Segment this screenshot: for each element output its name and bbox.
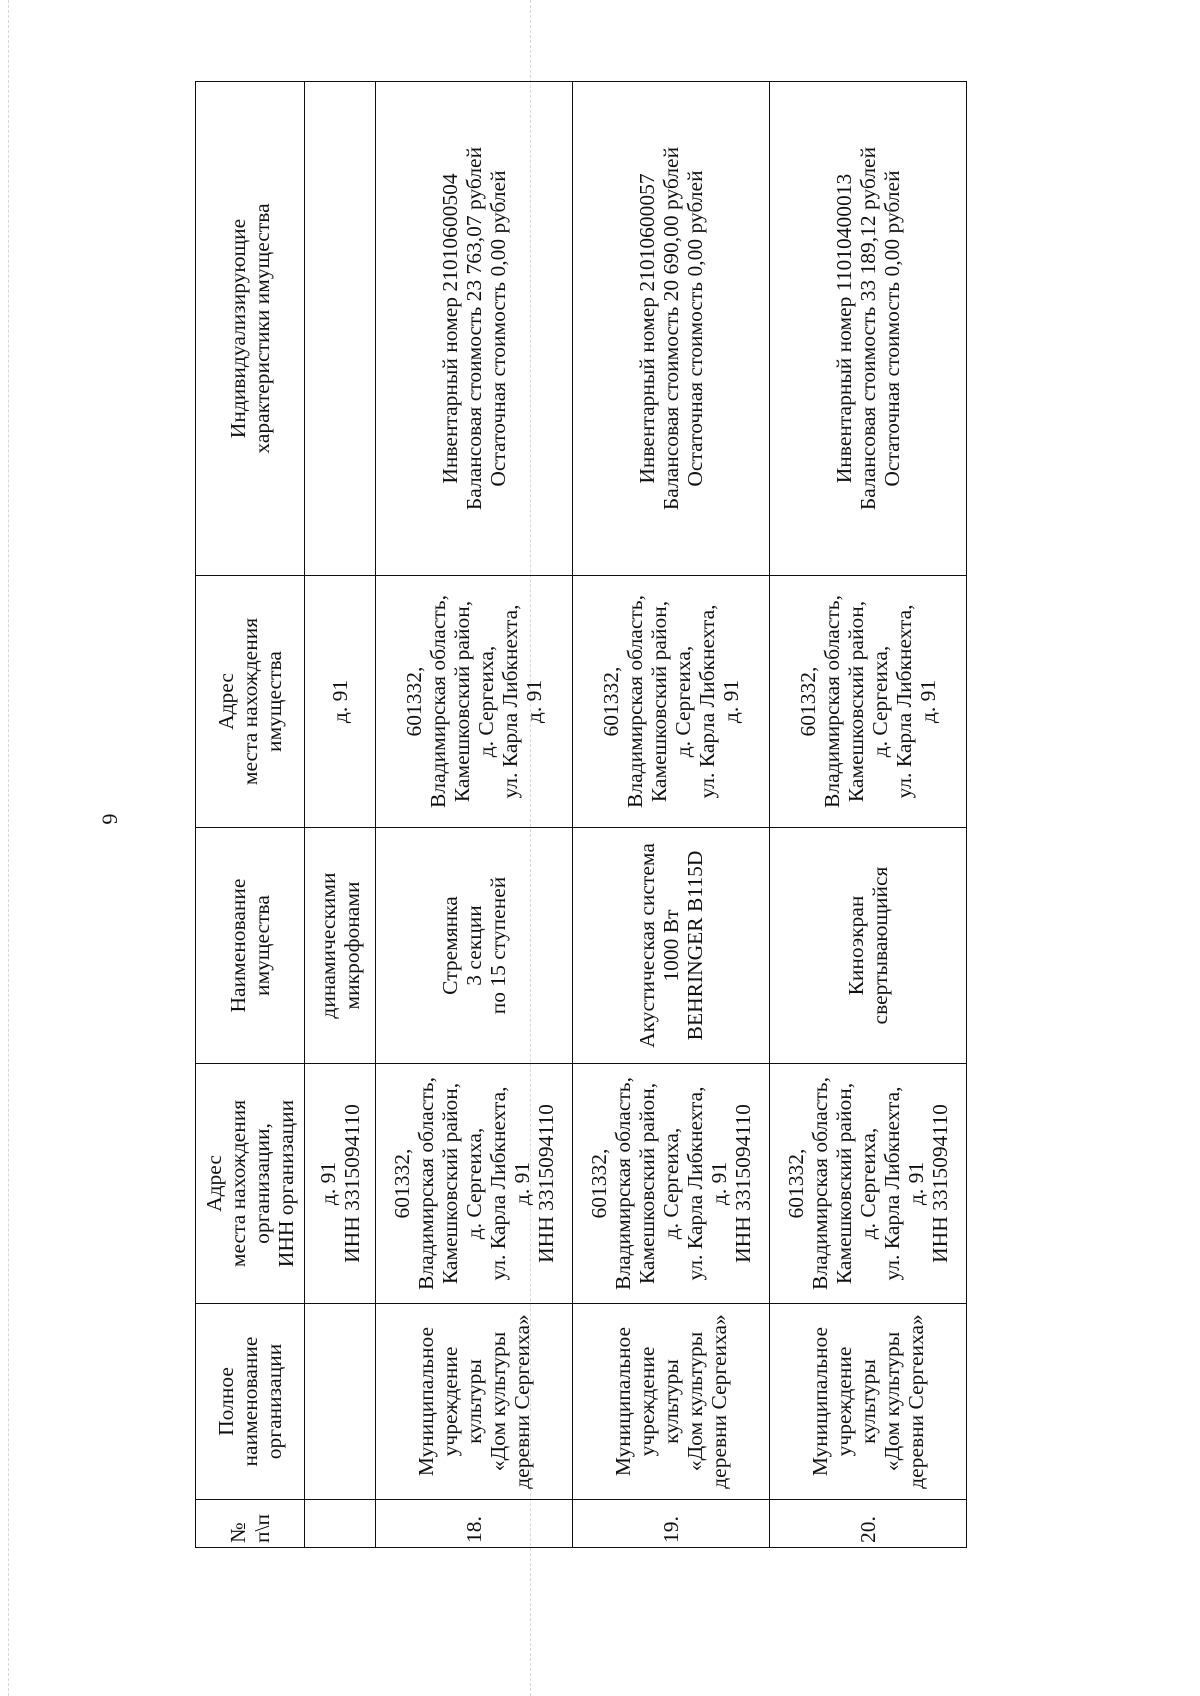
- cell-item-name: Стремянка 3 секции по 15 ступеней: [376, 828, 573, 1064]
- table-row: [305, 82, 376, 1548]
- header-org-name: Полное наименование организации: [196, 1304, 305, 1500]
- rotated-table-container: [195, 82, 965, 1548]
- cell-num: [305, 1500, 376, 1548]
- cell-num: 19.: [573, 1500, 770, 1548]
- header-item-details: Индивидуализирующие характеристики имущества: [196, 82, 305, 576]
- header-org-address: Адрес места нахождения организации, ИНН организации: [196, 1064, 305, 1304]
- cell-org-address: 601332, Владимирская область, Камешковский район, д. Сергеиха, ул. Карла Либкнехта, д. 91 ИНН 3315094110: [376, 1064, 573, 1304]
- cell-item-address: 601332, Владимирская область, Камешковский район, д. Сергеиха, ул. Карла Либкнехта, д. 91: [376, 576, 573, 828]
- cell-org-name: Муниципальное учреждение культуры «Дом культуры деревни Сергеиха»: [573, 1304, 770, 1500]
- cell-item-name: Акустическая система 1000 Вт BEHRINGER B115D: [573, 828, 770, 1064]
- cell-org-address: д. 91 ИНН 3315094110: [305, 1064, 376, 1304]
- header-item-name: Наименование имущества: [196, 828, 305, 1064]
- property-table: [195, 81, 967, 1548]
- cell-item-name: Киноэкран свертывающийся: [770, 828, 967, 1064]
- header-num: № п\п: [196, 1500, 305, 1548]
- cell-item-details: Инвентарный номер 21010600504 Балансовая стоимость 23 763,07 рублей Остаточная стоимость 0,00 рублей: [376, 82, 573, 576]
- cell-item-address: 601332, Владимирская область, Камешковский район, д. Сергеиха, ул. Карла Либкнехта, д. 91: [573, 576, 770, 828]
- page-number: 6: [97, 813, 123, 825]
- table-row: [770, 82, 967, 1548]
- cell-org-address: 601332, Владимирская область, Камешковский район, д. Сергеиха, ул. Карла Либкнехта, д. 91 ИНН 3315094110: [770, 1064, 967, 1304]
- table-row: [376, 82, 573, 1548]
- table-row: [573, 82, 770, 1548]
- cell-org-name: [305, 1304, 376, 1500]
- cell-item-details: Инвентарный номер 21010600057 Балансовая стоимость 20 690,00 рублей Остаточная стоимость 0,00 рублей: [573, 82, 770, 576]
- cell-org-address: 601332, Владимирская область, Камешковский район, д. Сергеиха, ул. Карла Либкнехта, д. 91 ИНН 3315094110: [573, 1064, 770, 1304]
- header-item-address: Адрес места нахождения имущества: [196, 576, 305, 828]
- cell-org-name: Муниципальное учреждение культуры «Дом культуры деревни Сергеиха»: [376, 1304, 573, 1500]
- cell-item-details: [305, 82, 376, 576]
- cell-org-name: Муниципальное учреждение культуры «Дом культуры деревни Сергеиха»: [770, 1304, 967, 1500]
- cell-num: 18.: [376, 1500, 573, 1548]
- cell-item-address: д. 91: [305, 576, 376, 828]
- cell-num: 20.: [770, 1500, 967, 1548]
- table-header-row: [196, 82, 305, 1548]
- cell-item-address: 601332, Владимирская область, Камешковский район, д. Сергеиха, ул. Карла Либкнехта, д. 91: [770, 576, 967, 828]
- scan-artifact-line: [8, 0, 9, 1696]
- cell-item-name: динамическими микрофонами: [305, 828, 376, 1064]
- cell-item-details: Инвентарный номер 11010400013 Балансовая стоимость 33 189,12 рублей Остаточная стоимость 0,00 рублей: [770, 82, 967, 576]
